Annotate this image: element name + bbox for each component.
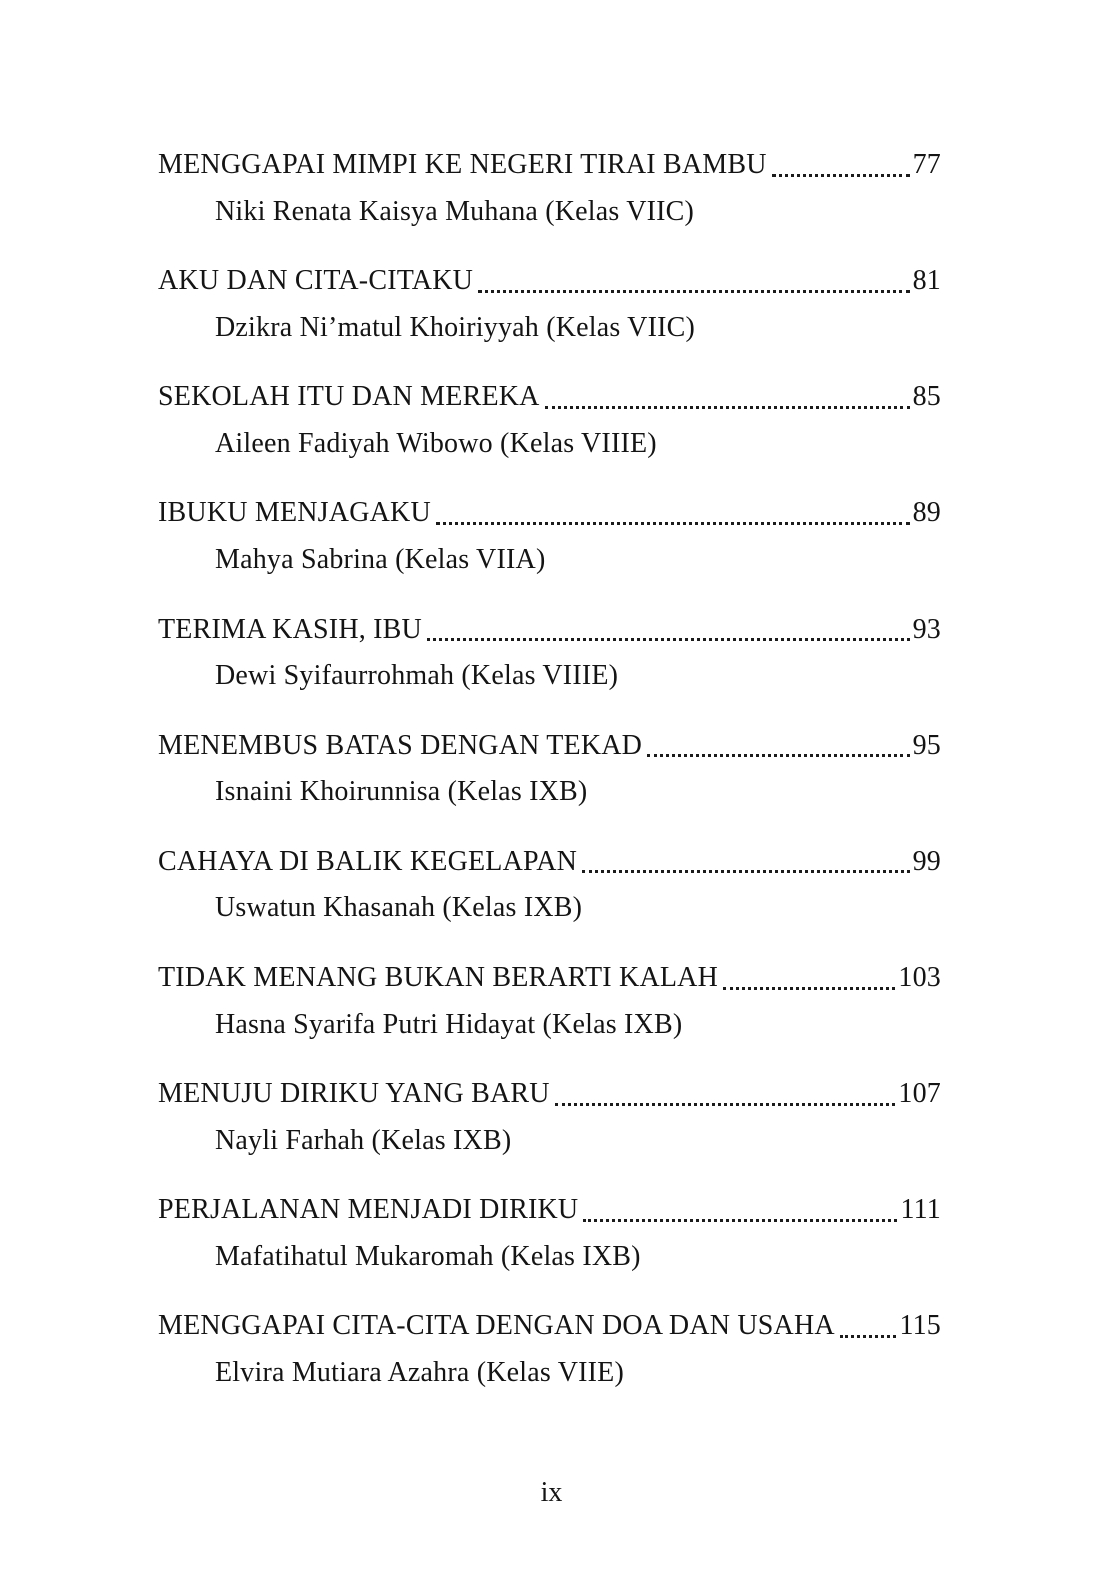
toc-entry-author: Dewi Syifaurrohmah (Kelas VIIIE) [215, 660, 619, 692]
toc-entry [158, 379, 941, 460]
toc-entry-page-number: 89 [912, 497, 941, 529]
toc-entry-title: TIDAK MENANG BUKAN BERARTI KALAH [158, 961, 719, 993]
dot-leader [772, 174, 910, 177]
toc-entry-author: Aileen Fadiyah Wibowo (Kelas VIIIE) [215, 427, 657, 459]
toc-entry [158, 1308, 941, 1389]
toc-entry-title: PERJALANAN MENJADI DIRIKU [158, 1194, 579, 1226]
toc-entry-title: MENUJU DIRIKU YANG BARU [158, 1078, 550, 1110]
toc-entry-title-row [158, 147, 941, 183]
page-footer [0, 1477, 1103, 1509]
toc-entry-title: CAHAYA DI BALIK KEGELAPAN [158, 845, 578, 877]
dot-leader [647, 754, 909, 757]
toc-entry [158, 263, 941, 344]
toc-entry-title-row [158, 495, 941, 531]
dot-leader [436, 522, 910, 525]
toc-entry-title: AKU DAN CITA-CITAKU [158, 265, 474, 297]
toc-entry-title-row [158, 1308, 941, 1344]
toc-entry-author: Nayli Farhah (Kelas IXB) [215, 1124, 512, 1156]
dot-leader [723, 987, 895, 990]
toc-entry-page-number: 85 [912, 381, 941, 413]
toc-entry-author: Mahya Sabrina (Kelas VIIA) [215, 543, 546, 575]
dot-leader [545, 406, 910, 409]
toc-entry [158, 612, 941, 693]
toc-entry-title-row [158, 960, 941, 996]
toc-list [158, 147, 941, 1425]
toc-entry-title-row [158, 728, 941, 764]
toc-entry [158, 147, 941, 228]
toc-entry-page-number: 103 [898, 961, 941, 993]
toc-entry-author: Uswatun Khasanah (Kelas IXB) [215, 892, 583, 924]
toc-entry-author: Hasna Syarifa Putri Hidayat (Kelas IXB) [215, 1008, 683, 1040]
page-number: ix [540, 1477, 563, 1508]
toc-entry-title: TERIMA KASIH, IBU [158, 613, 422, 645]
toc-entry-title-row [158, 379, 941, 415]
toc-entry-page-number: 99 [912, 845, 941, 877]
toc-entry-title: MENEMBUS BATAS DENGAN TEKAD [158, 729, 643, 761]
toc-entry-page-number: 107 [898, 1078, 941, 1110]
toc-entry-page-number: 115 [899, 1310, 941, 1342]
toc-entry-author: Dzikra Ni’matul Khoiriyyah (Kelas VIIC) [215, 311, 696, 343]
toc-entry-title-row [158, 844, 941, 880]
toc-entry [158, 495, 941, 576]
dot-leader [427, 638, 910, 641]
toc-entry-title-row [158, 1076, 941, 1112]
toc-entry-page-number: 95 [912, 729, 941, 761]
toc-entry [158, 1192, 941, 1273]
toc-entry [158, 1076, 941, 1157]
toc-entry-page-number: 81 [912, 265, 941, 297]
toc-entry [158, 728, 941, 809]
dot-leader [478, 290, 910, 293]
dot-leader [582, 870, 910, 873]
dot-leader [555, 1103, 896, 1106]
toc-entry-title-row [158, 612, 941, 648]
toc-entry-page-number: 111 [900, 1194, 941, 1226]
toc-entry-author: Elvira Mutiara Azahra (Kelas VIIE) [215, 1356, 624, 1388]
toc-entry-title-row [158, 1192, 941, 1228]
toc-entry-title: MENGGAPAI CITA-CITA DENGAN DOA DAN USAHA [158, 1310, 835, 1342]
toc-entry-title: IBUKU MENJAGAKU [158, 497, 431, 529]
toc-entry-title: SEKOLAH ITU DAN MEREKA [158, 381, 540, 413]
toc-entry-title: MENGGAPAI MIMPI KE NEGERI TIRAI BAMBU [158, 149, 767, 180]
dot-leader [840, 1335, 897, 1338]
toc-entry-page-number: 77 [912, 149, 941, 180]
toc-entry-author: Niki Renata Kaisya Muhana (Kelas VIIC) [215, 195, 695, 227]
toc-entry [158, 960, 941, 1041]
toc-entry-title-row [158, 263, 941, 299]
toc-entry-page-number: 93 [912, 613, 941, 645]
toc-entry-author: Isnaini Khoirunnisa (Kelas IXB) [215, 776, 588, 808]
dot-leader [583, 1219, 897, 1222]
toc-entry [158, 844, 941, 925]
toc-entry-author: Mafatihatul Mukaromah (Kelas IXB) [215, 1240, 641, 1272]
